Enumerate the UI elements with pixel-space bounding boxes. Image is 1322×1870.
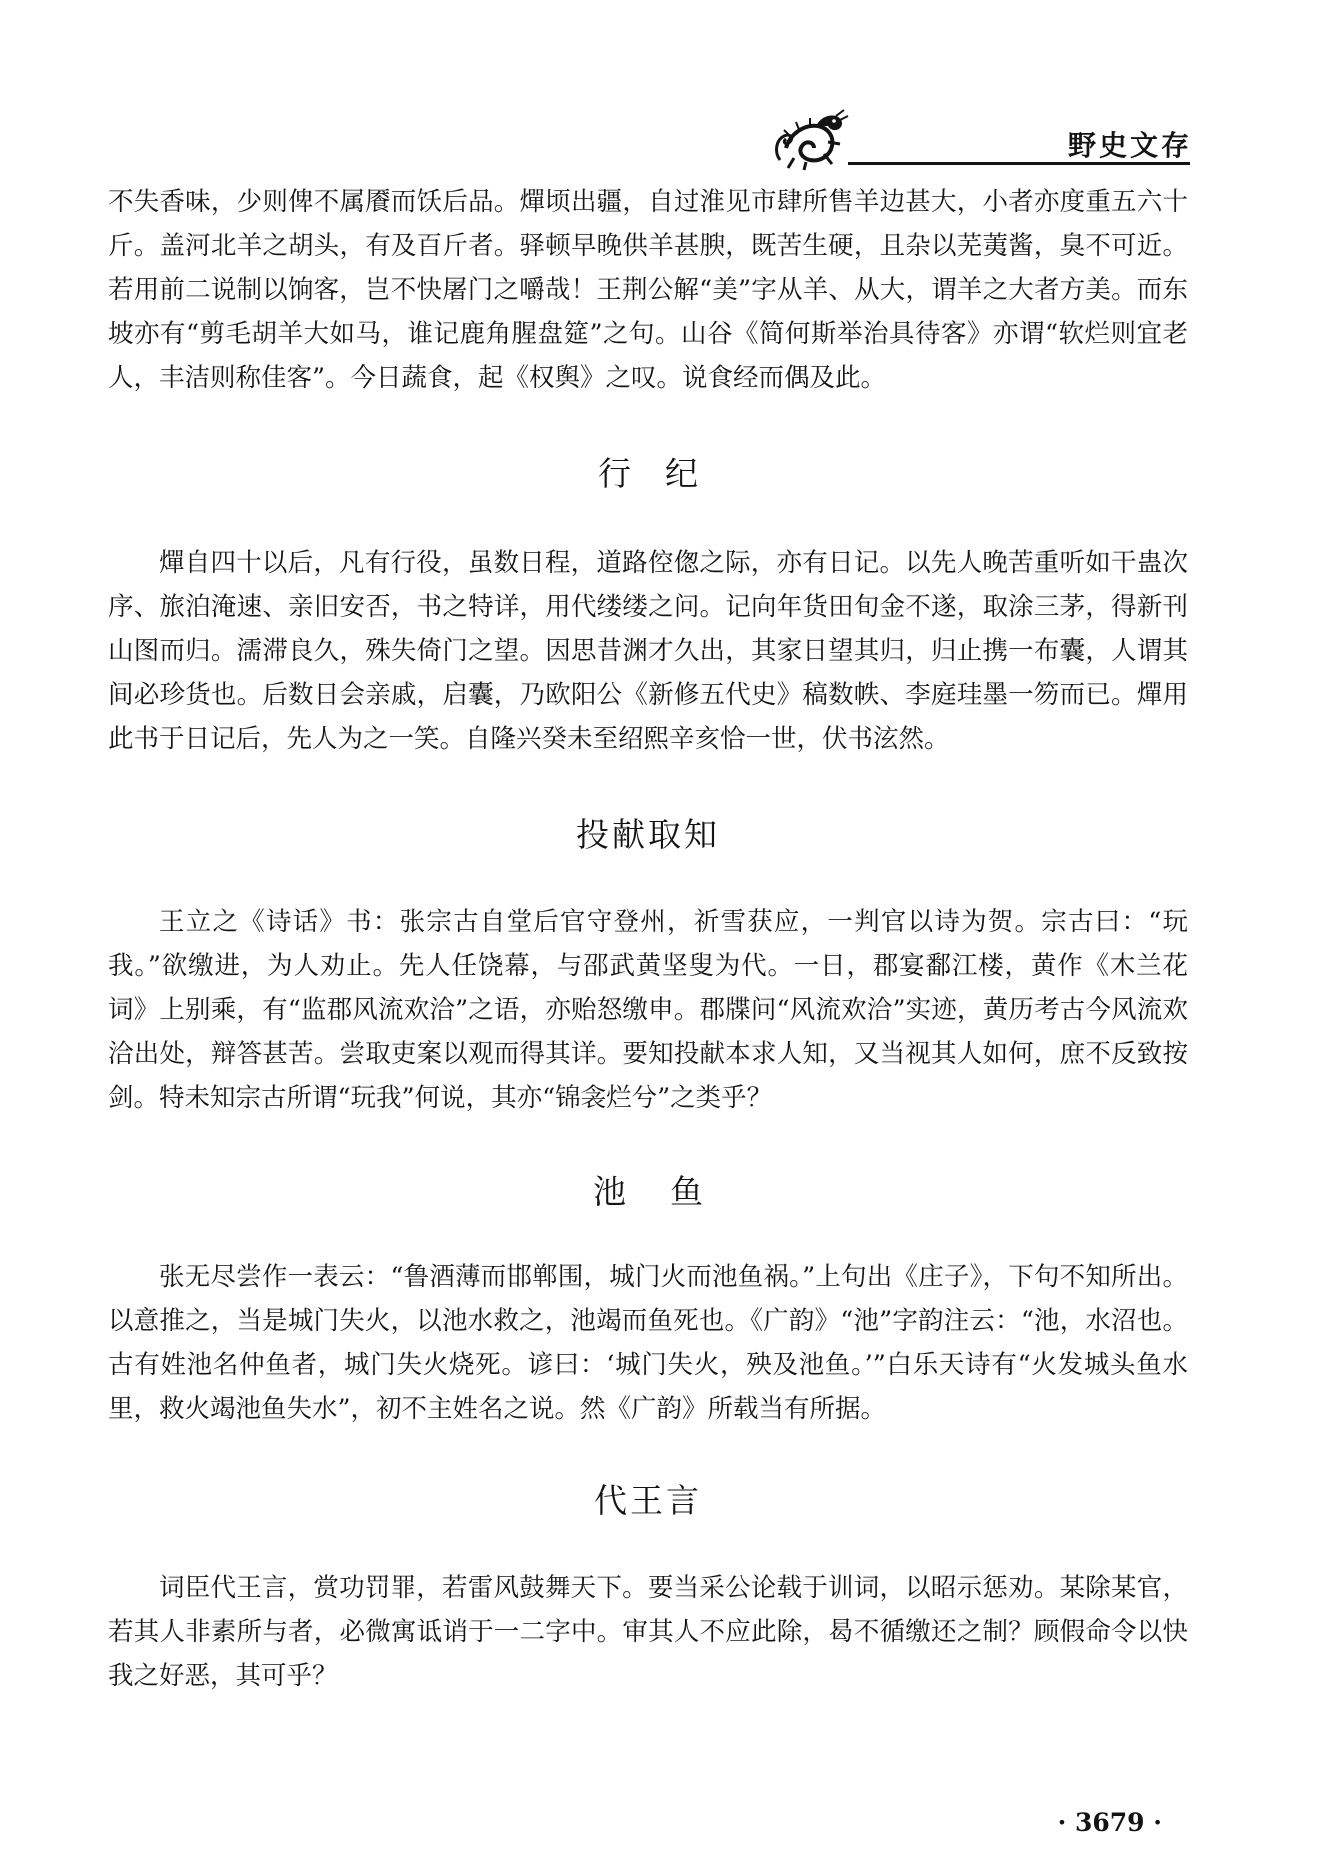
series-title: 野史文存: [1067, 129, 1192, 162]
section-text-daiwangyan: 词臣代王言，赏功罚罪，若雷风鼓舞天下。要当采公论载于训词，以昭示惩劝。某除某官，若其人非素所与者，必微寓诋诮于一二字中。审其人不应此除，曷不循缴还之制？顾假命令以快我之好恶，其可乎？: [108, 1573, 1188, 1691]
section-text-touxianquzhi: 王立之《诗话》书：张宗古自堂后官守登州，祈雪获应，一判官以诗为贺。宗古曰：“玩我。”欲缴进，为人劝止。先人任饶幕，与邵武黄坚叟为代。一日，郡宴鄱江楼，黄作《木兰花词》上别乘，有“监郡风流欢洽”之语，亦贻怒缴申。郡牒问“风流欢洽”实迹，黄历考古今风流欢洽出处，辩答甚苦。尝取吏案以观而得其详。要知投献本求人知，又当视其人如何，庶不反致按剑。特未知宗古所谓“玩我”何说，其亦“锦衾烂兮”之类乎？: [108, 907, 1188, 1113]
section-title-daiwangyan: 代王言: [594, 1481, 702, 1520]
intro-paragraph: 不失香味，少则俾不属餍而饫后品。燀顷出疆，自过淮见市肆所售羊边甚大，小者亦度重五六十斤。盖河北羊之胡头，有及百斤者。驿顿早晚供羊甚腴，既苦生硬，且杂以芜荑酱，臭不可近。若用前二说制以饷客，岂不快屠门之嚼哉！王荆公解“美”字从羊、从大，谓羊之大者方美。而东坡亦有“剪毛胡羊大如马，谁记鹿角腥盘筵”之句。山谷《简何斯举治具待客》亦谓“软烂则宜老人，丰洁则称佳客”。今日蔬食，起《权舆》之叹。说食经而偶及此。: [108, 187, 1188, 393]
section-text-xingji: 燀自四十以后，凡有行役，虽数日程，道路倥偬之际，亦有日记。以先人晚苦重听如干蛊次序、旅泊淹速、亲旧安否，书之特详，用代缕缕之问。记向年货田旬金不遂，取涂三茅，得新刊山图而归。濡滞良久，殊失倚门之望。因思昔渊才久出，其家日望其归，归止携一布囊，人谓其间必珍货也。后数日会亲戚，启囊，乃欧阳公《新修五代史》稿数帙、李庭珪墨一笏而已。燀用此书于日记后，先人为之一笑。自隆兴癸未至绍熙辛亥恰一世，伏书泫然。: [108, 548, 1188, 754]
section-text-chiyu: 张无尽尝作一表云：“鲁酒薄而邯郸围，城门火而池鱼祸。”上句出《庄子》，下句不知所出。以意推之，当是城门失火，以池水救之，池竭而鱼死也。《广韵》“池”字韵注云：“池，水沼也。古有姓池名仲鱼者，城门失火烧死。谚曰：‘城门失火，殃及池鱼。’”白乐天诗有“火发城头鱼水里，救火竭池鱼失水”，初不主姓名之说。然《广韵》所载当有所据。: [108, 1262, 1188, 1424]
page-number: · 3679 ·: [1057, 1808, 1162, 1837]
section-title-touxianquzhi: 投献取知: [576, 815, 720, 854]
dragon-icon: [770, 108, 850, 172]
section-title-xingji: 行纪: [598, 454, 732, 493]
section-title-chiyu: 池鱼: [593, 1172, 747, 1211]
page-header: [0, 0, 1322, 170]
page-body: [108, 180, 1188, 1698]
